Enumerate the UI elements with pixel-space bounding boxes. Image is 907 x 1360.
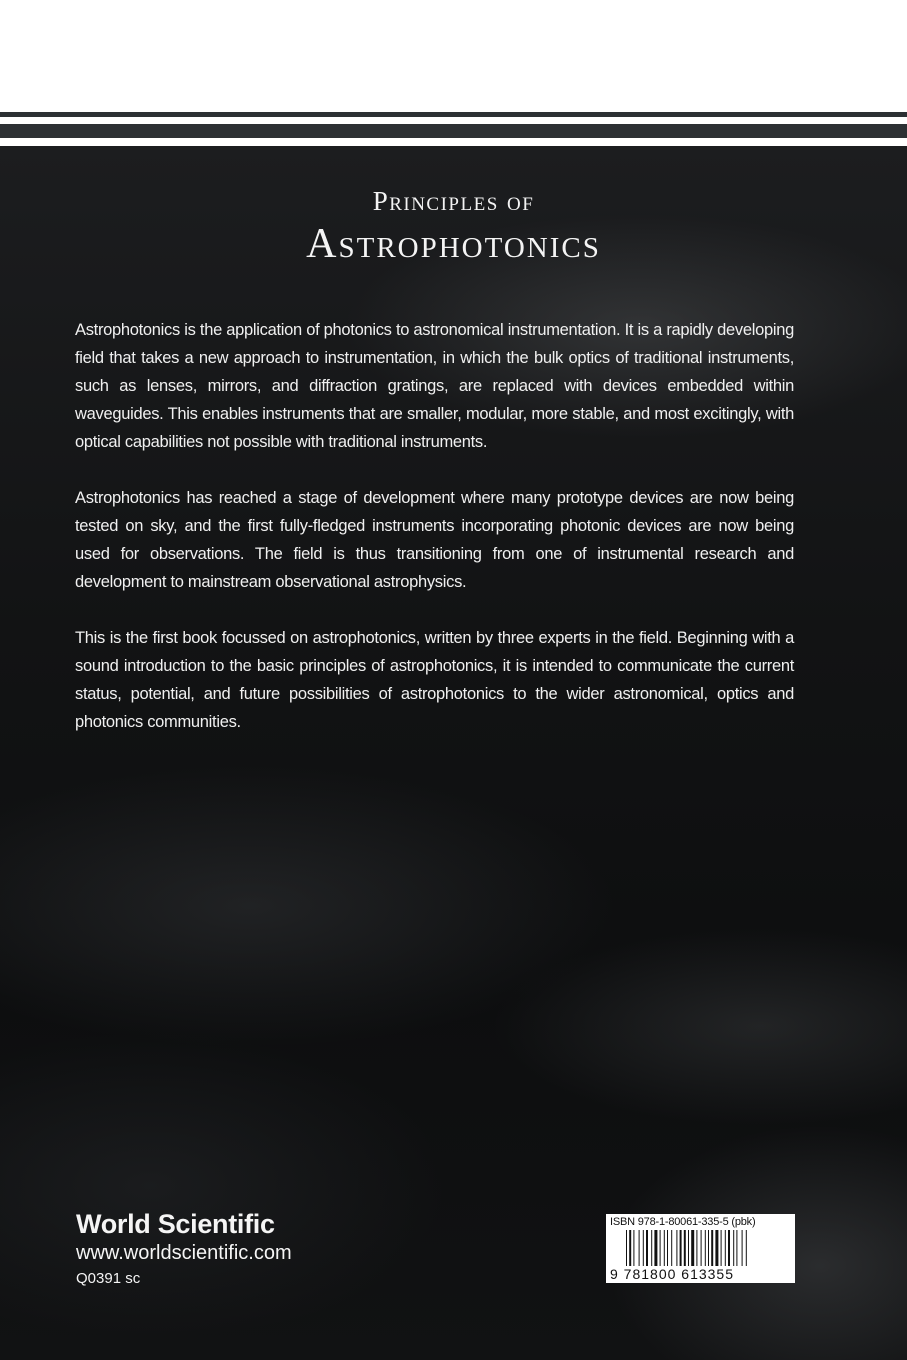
barcode-bar xyxy=(633,1230,634,1266)
blurb-paragraph-1: Astrophotonics is the application of photonics to astronomical instrumentation. It is a rapidly developing field that takes a new approach to instrumentation, in which the bulk optics of traditional instruments, such as lenses, mirrors, and diffraction gratings, are replaced with devices embedded within waveguides. This enables instruments that are smaller, modular, more stable, and most excitingly, with optical capabilities not possible with traditional instruments. xyxy=(75,321,794,451)
publisher-name: World Scientific xyxy=(76,1209,275,1239)
blurb-paragraph-2: Astrophotonics has reached a stage of development where many prototype devices are now being tested on sky, and the first fully-fledged instruments incorporating photonic devices are now being used for observations. The field is thus transitioning from one of instrumental research and development to mainstream observational astrophysics. xyxy=(75,489,794,591)
top-stripe-thin xyxy=(0,112,907,117)
product-code: Q0391 sc xyxy=(76,1270,141,1287)
barcode-bar xyxy=(643,1230,644,1266)
barcode-bar xyxy=(705,1230,706,1266)
barcode-bar xyxy=(708,1230,709,1266)
barcode-bar xyxy=(742,1230,743,1266)
barcode-bar xyxy=(691,1230,694,1266)
publisher-block xyxy=(76,1208,292,1292)
barcode-bar xyxy=(667,1230,668,1266)
isbn-text: ISBN 978-1-80061-335-5 (pbk) xyxy=(610,1216,756,1228)
barcode-bar xyxy=(733,1230,734,1266)
barcode-bar xyxy=(696,1230,697,1266)
barcode-bar xyxy=(629,1230,631,1266)
barcode-bar xyxy=(736,1230,737,1266)
barcode-bar xyxy=(701,1230,702,1266)
barcode-bar xyxy=(671,1230,672,1266)
barcode-bar xyxy=(664,1230,665,1266)
book-title xyxy=(0,186,907,268)
barcode-bar xyxy=(680,1230,682,1266)
barcode-digits: 9 781800 613355 xyxy=(610,1266,734,1282)
barcode-bars xyxy=(626,1230,776,1266)
title-line-1: Principles of xyxy=(372,186,535,216)
blurb-paragraph-3: This is the first book focussed on astrophotonics, written by three experts in the field. Beginning with a sound introduction to the basic principles of astrophotonics, it is intended to communicate the current status, potential, and future possibilities of astrophotonics to the wider astronomical, optics and photonics communities. xyxy=(75,629,794,731)
barcode-bar xyxy=(728,1230,730,1266)
publisher-url: www.worldscientific.com xyxy=(76,1242,292,1264)
barcode-bar xyxy=(676,1230,677,1266)
barcode xyxy=(606,1214,795,1283)
title-line-2: Astrophotonics xyxy=(306,221,601,267)
barcode-bar xyxy=(646,1230,648,1266)
barcode-bar xyxy=(651,1230,652,1266)
barcode-bar xyxy=(639,1230,640,1266)
back-cover xyxy=(0,146,907,1360)
barcode-bar xyxy=(688,1230,689,1266)
barcode-bar xyxy=(711,1230,713,1266)
barcode-bar xyxy=(715,1230,718,1266)
barcode-bar xyxy=(746,1230,747,1266)
barcode-bar xyxy=(626,1230,627,1266)
barcode-bar xyxy=(721,1230,722,1266)
barcode-bar xyxy=(654,1230,657,1266)
blurb xyxy=(75,316,794,764)
barcode-bar xyxy=(684,1230,686,1266)
barcode-bar xyxy=(660,1230,661,1266)
top-stripe-thick xyxy=(0,124,907,138)
top-margin xyxy=(0,0,907,112)
barcode-bar xyxy=(725,1230,726,1266)
